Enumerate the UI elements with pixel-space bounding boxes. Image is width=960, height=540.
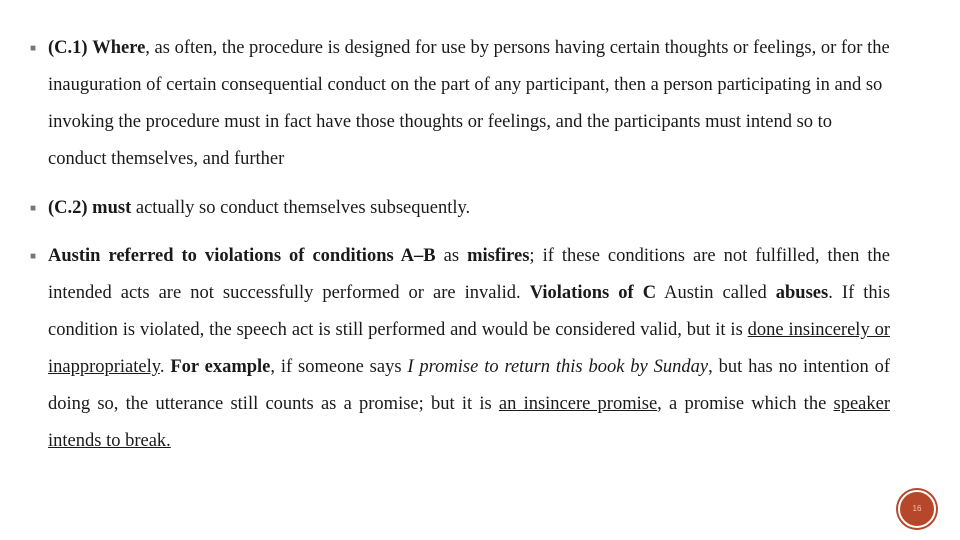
- text-as: as: [435, 246, 468, 266]
- c1-body: , as often, the procedure is designed for use by persons having certain thoughts or feelings, or for the inauguration of certain consequential conduct on the part of any participant, then a person participating in and so invoking the procedure must in fact have those thoughts or feelings, and the participants must intend so to conduct themselves, and further: [48, 38, 890, 169]
- underlined-phrase: done insincerely or inappropriately: [48, 320, 890, 377]
- paragraph-c1-text: [30, 30, 890, 178]
- abuses-term: abuses: [775, 283, 829, 303]
- text-span: ; if these conditions are not fulfilled, then the intended acts are not successfully performed or are invalid.: [48, 246, 890, 303]
- c2-label: (C.2) must: [48, 198, 132, 218]
- text-span: Austin called: [656, 283, 776, 303]
- c2-body: actually so conduct themselves subsequently.: [131, 198, 471, 218]
- square-bullet-icon: ■: [30, 43, 37, 54]
- page-number: 16: [912, 504, 922, 513]
- underlined-phrase: an insincere promise: [498, 394, 658, 414]
- text-span: , a promise which the: [657, 394, 834, 414]
- text-span: , but has no intention of doing so, the utterance still counts as a promise; but it is: [48, 357, 890, 414]
- c1-label: (C.1): [48, 38, 88, 58]
- austin-heading: Austin referred to violations of conditions A–B: [48, 246, 436, 266]
- paragraph-c1: [30, 30, 890, 178]
- underlined-phrase: speaker intends to break.: [48, 394, 891, 451]
- text-span: . If this condition is violated, the speech act is still performed and would be considered valid, but it is: [48, 283, 891, 340]
- paragraph-austin-text: [30, 238, 890, 460]
- c1-where: Where: [92, 38, 146, 58]
- text-span: , if someone says: [270, 357, 408, 377]
- italic-quote: I promise to return this book by Sunday: [407, 357, 709, 377]
- for-example: For example: [170, 357, 271, 377]
- misfires-term: misfires: [467, 246, 530, 266]
- square-bullet-icon: ■: [30, 203, 37, 214]
- paragraph-austin: [30, 238, 890, 460]
- violations-of-c: Violations of C: [529, 283, 657, 303]
- paragraph-c2: [30, 190, 890, 227]
- paragraph-c2-text: [30, 190, 890, 227]
- page-number-badge: [898, 490, 936, 528]
- square-bullet-icon: ■: [30, 251, 37, 262]
- text-span: .: [159, 357, 171, 377]
